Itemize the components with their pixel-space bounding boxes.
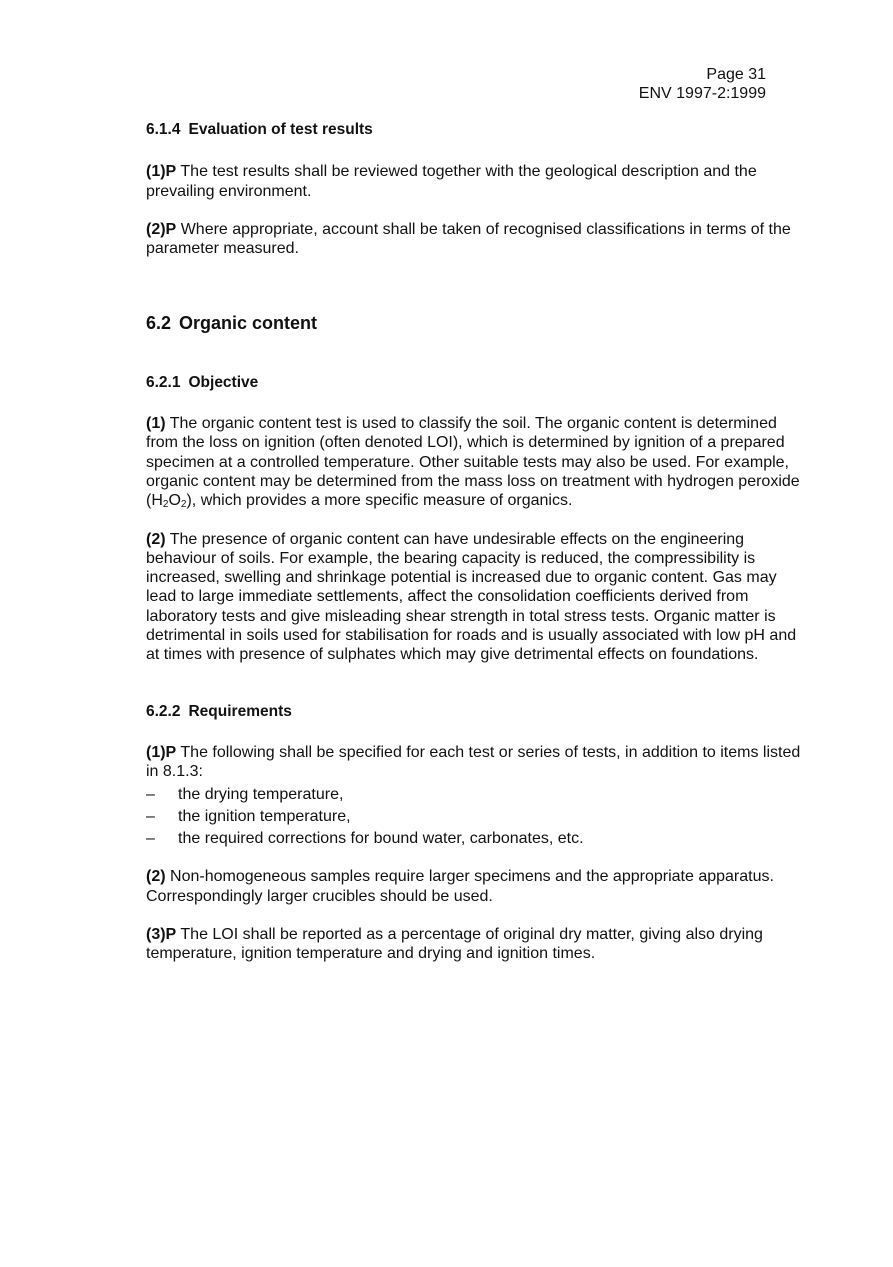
clause-text: The LOI shall be reported as a percentage of original dry matter, giving also drying temperature, ignition temperature and drying and ignition times. [146, 926, 763, 963]
section-number: 6.2 [146, 313, 172, 334]
requirements-list [146, 785, 811, 849]
heading-6-2-2 [146, 702, 811, 721]
heading-6-2-1 [146, 373, 811, 392]
section-title: Objective [188, 373, 259, 391]
clause-text: Where appropriate, account shall be taken of recognised classifications in terms of the parameter measured. [146, 220, 791, 258]
heading-6-2 [146, 314, 811, 333]
clause-text: O [168, 492, 181, 510]
dash-bullet: – [146, 807, 155, 825]
document-reference: ENV 1997-2:1999 [638, 85, 766, 102]
clause-text: ), which provides a more specific measure of organics. [186, 492, 573, 510]
clause-label: (2) [146, 530, 166, 548]
list-item-text: the required corrections for bound water, carbonates, etc. [178, 830, 584, 848]
list-item [146, 807, 811, 826]
section-title: Requirements [188, 702, 292, 720]
paragraph-6-2-2-3 [146, 925, 811, 964]
clause-text: The following shall be specified for each test or series of tests, in addition to items listed in 8.1.3: [146, 743, 801, 781]
paragraph-6-1-4-1 [146, 162, 811, 201]
list-item [146, 829, 811, 848]
paragraph-6-2-1-1 [146, 414, 811, 510]
clause-label: (2)P [146, 220, 177, 238]
section-number: 6.2.1 [146, 373, 181, 391]
section-number: 6.2.2 [146, 702, 181, 720]
section-number: 6.1.4 [146, 121, 181, 138]
clause-text: The presence of organic content can have undesirable effects on the engineering behaviour of soils. For example, the bearing capacity is reduced, the compressibility is increased, swelling and shrinkage potential is increased due to organic content. Gas may lead to large immediate settlements, affect the consolidation coefficients derived from laboratory tests and give misleading shear strength in total stress tests. Organic matter is detrimental in soils used for stabilisation for roads and is usually associated with low pH and at times with presence of sulphates which may give detrimental effects on foundations. [146, 530, 797, 664]
list-item-text: the drying temperature, [178, 785, 344, 803]
clause-label: (2) [146, 868, 166, 886]
subscript: 2 [180, 499, 187, 511]
paragraph-6-1-4-2 [146, 220, 811, 259]
list-item [146, 785, 811, 804]
dash-bullet: – [146, 785, 155, 803]
paragraph-6-2-1-2 [146, 530, 811, 665]
clause-label: (1) [146, 415, 166, 433]
section-title: Evaluation of test results [188, 121, 373, 138]
clause-text: The test results shall be reviewed together with the geological description and the prevailing environment. [146, 163, 757, 200]
clause-label: (1)P [146, 163, 177, 181]
clause-text: The organic content test is used to classify the soil. The organic content is determined from the loss on ignition (often denoted LOI), which is determined by ignition of a prepared specimen at a controlled temperature. Other suitable tests may also be used. For example, organic content may be determined from the mass loss on treatment with hydrogen peroxide (H [146, 415, 800, 510]
clause-label: (1)P [146, 743, 177, 761]
paragraph-6-2-2-2 [146, 867, 811, 906]
clause-text: Non-homogeneous samples require larger specimens and the appropriate apparatus. Correspondingly larger crucibles should be used. [146, 868, 774, 905]
subscript: 2 [162, 499, 169, 511]
heading-6-1-4 [146, 120, 811, 139]
page-header [639, 65, 766, 103]
section-title: Organic content [179, 313, 318, 334]
page-number: Page 31 [706, 66, 766, 83]
dash-bullet: – [146, 830, 155, 848]
paragraph-6-2-2-1 [146, 743, 811, 782]
clause-label: (3)P [146, 926, 177, 944]
page-content [146, 120, 811, 964]
list-item-text: the ignition temperature, [178, 807, 351, 825]
